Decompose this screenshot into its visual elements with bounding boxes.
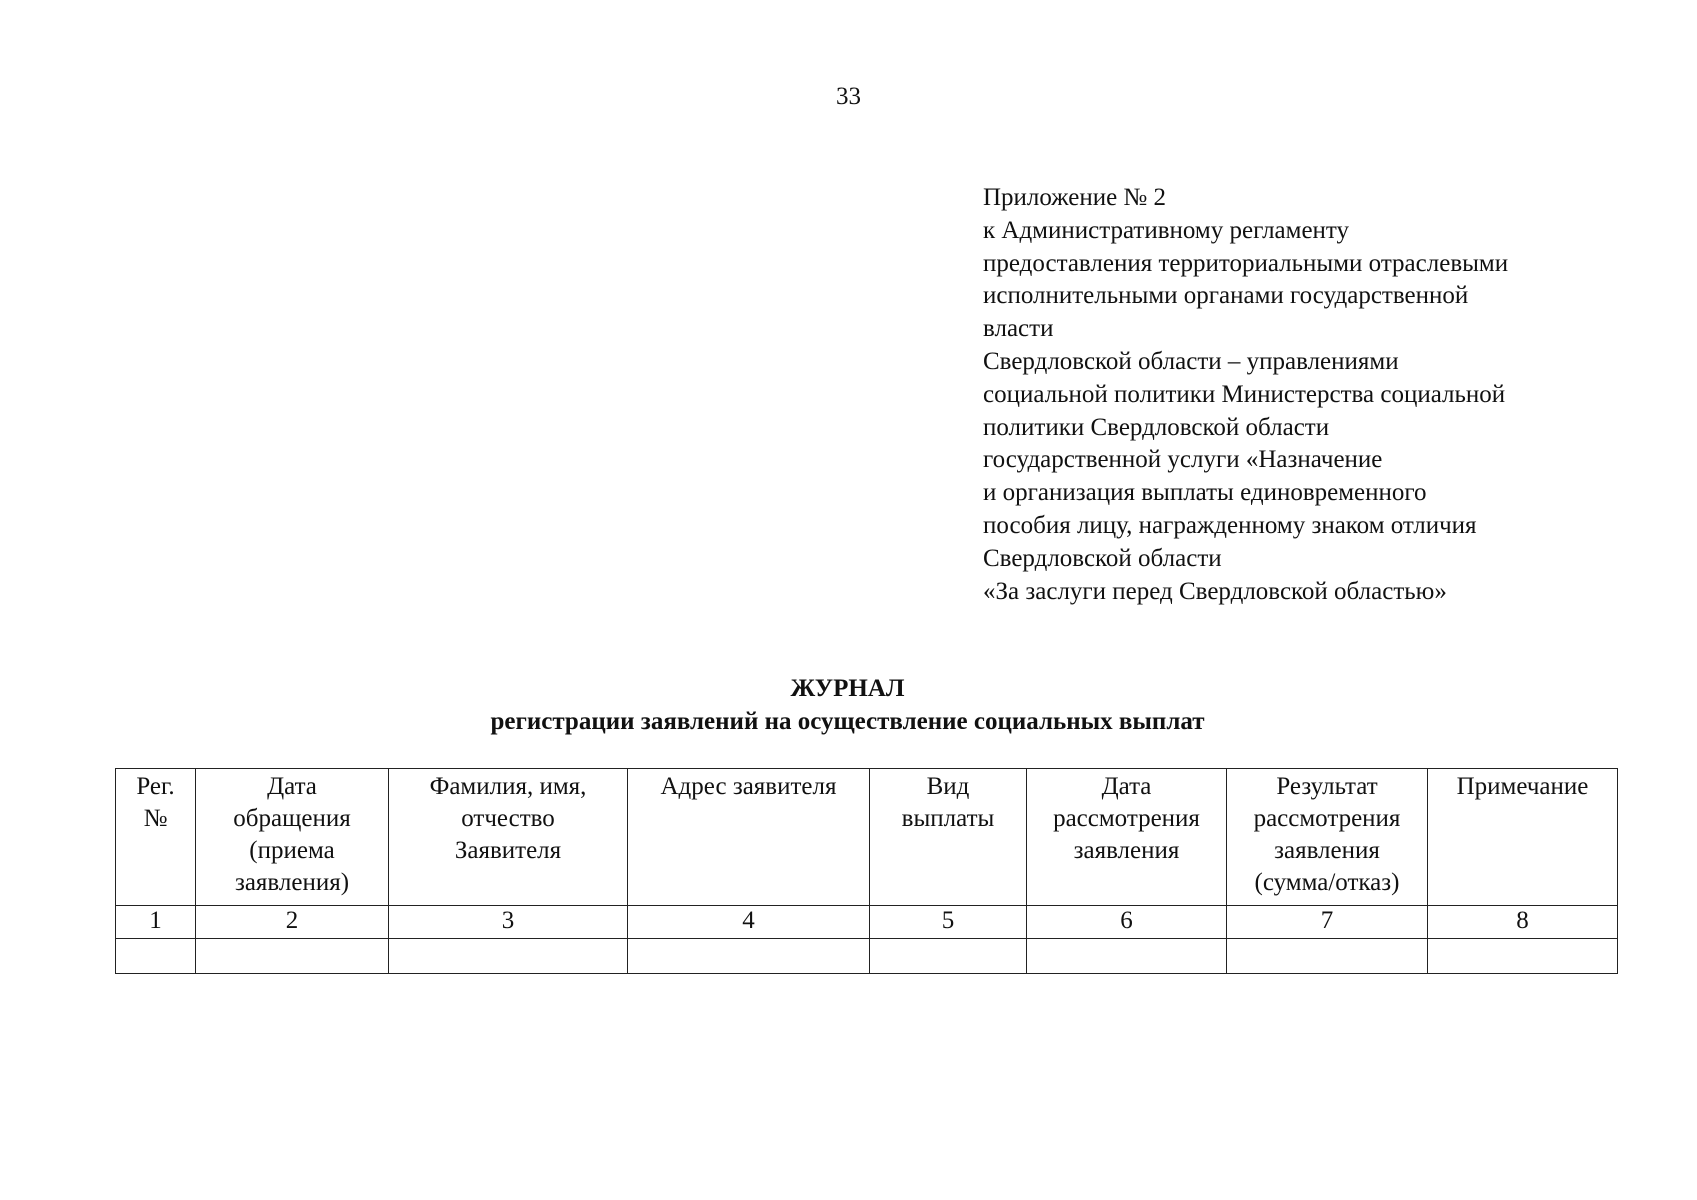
header-line: (сумма/отказ) bbox=[1254, 869, 1400, 896]
appendix-line: исполнительными органами государственной bbox=[983, 282, 1469, 310]
header-line: Примечание bbox=[1456, 773, 1589, 800]
empty-cell bbox=[116, 939, 196, 974]
header-line: отчество bbox=[461, 805, 555, 832]
header-line: заявления bbox=[1073, 837, 1180, 864]
header-line: Адрес заявителя bbox=[660, 773, 837, 800]
header-line: № bbox=[143, 805, 168, 832]
appendix-line: власти bbox=[983, 315, 1054, 343]
column-header-applicant-name bbox=[389, 769, 628, 906]
header-line: рассмотрения bbox=[1053, 805, 1200, 832]
empty-cell bbox=[1428, 939, 1618, 974]
empty-cell bbox=[628, 939, 870, 974]
appendix-line: политики Свердловской области bbox=[983, 413, 1330, 441]
header-line: выплаты bbox=[901, 805, 995, 832]
table-row bbox=[116, 939, 1618, 974]
header-line: Дата bbox=[1101, 773, 1152, 800]
appendix-line: государственной услуги «Назначение bbox=[983, 446, 1383, 474]
header-line: Заявителя bbox=[454, 837, 562, 864]
column-header-reg-number bbox=[116, 769, 196, 906]
empty-cell bbox=[1227, 939, 1428, 974]
column-header-application-date bbox=[196, 769, 389, 906]
header-line: Результат bbox=[1276, 773, 1378, 800]
column-header-payment-type bbox=[870, 769, 1027, 906]
column-header-review-date bbox=[1027, 769, 1227, 906]
appendix-header bbox=[983, 182, 1663, 608]
journal-subtitle: регистрации заявлений на осуществление социальных выплат bbox=[490, 708, 1205, 735]
journal-table bbox=[115, 768, 1618, 974]
table-header-row bbox=[116, 769, 1618, 906]
empty-cell bbox=[1027, 939, 1227, 974]
empty-cell bbox=[870, 939, 1027, 974]
header-line: Вид bbox=[926, 773, 970, 800]
page-number: 33 bbox=[836, 83, 861, 110]
appendix-line: к Административному регламенту bbox=[983, 216, 1350, 244]
appendix-line: Приложение № 2 bbox=[983, 184, 1167, 211]
appendix-line: пособия лицу, награжденному знаком отличия bbox=[983, 511, 1477, 539]
column-number-cell: 2 bbox=[196, 906, 389, 939]
column-header-note bbox=[1428, 769, 1618, 906]
journal-title-block bbox=[110, 672, 1585, 738]
column-number-row bbox=[116, 906, 1618, 939]
empty-cell bbox=[196, 939, 389, 974]
column-number-cell: 7 bbox=[1227, 906, 1428, 939]
header-line: (приема bbox=[249, 837, 335, 864]
header-line: Рег. bbox=[136, 773, 175, 800]
appendix-line: «За заслуги перед Свердловской областью» bbox=[983, 577, 1447, 605]
column-number-cell: 6 bbox=[1027, 906, 1227, 939]
appendix-line: Свердловской области bbox=[983, 544, 1222, 572]
header-line: обращения bbox=[233, 805, 351, 832]
header-line: рассмотрения bbox=[1253, 805, 1401, 832]
column-header-review-result bbox=[1227, 769, 1428, 906]
column-number-cell: 1 bbox=[116, 906, 196, 939]
appendix-line: Свердловской области – управлениями bbox=[983, 347, 1399, 375]
header-line: Дата bbox=[267, 773, 317, 800]
header-line: заявления bbox=[1274, 837, 1380, 864]
header-line: Фамилия, имя, bbox=[429, 773, 587, 800]
header-line: заявления) bbox=[234, 869, 350, 896]
column-number-cell: 4 bbox=[628, 906, 870, 939]
empty-cell bbox=[389, 939, 628, 974]
column-number-cell: 8 bbox=[1428, 906, 1618, 939]
column-number-cell: 5 bbox=[870, 906, 1027, 939]
appendix-line: социальной политики Министерства социальной bbox=[983, 380, 1506, 408]
column-number-cell: 3 bbox=[389, 906, 628, 939]
appendix-line: и организация выплаты единовременного bbox=[983, 479, 1427, 507]
appendix-line: предоставления территориальными отраслевыми bbox=[983, 249, 1509, 277]
journal-title: ЖУРНАЛ bbox=[790, 675, 905, 702]
column-header-applicant-address bbox=[628, 769, 870, 906]
